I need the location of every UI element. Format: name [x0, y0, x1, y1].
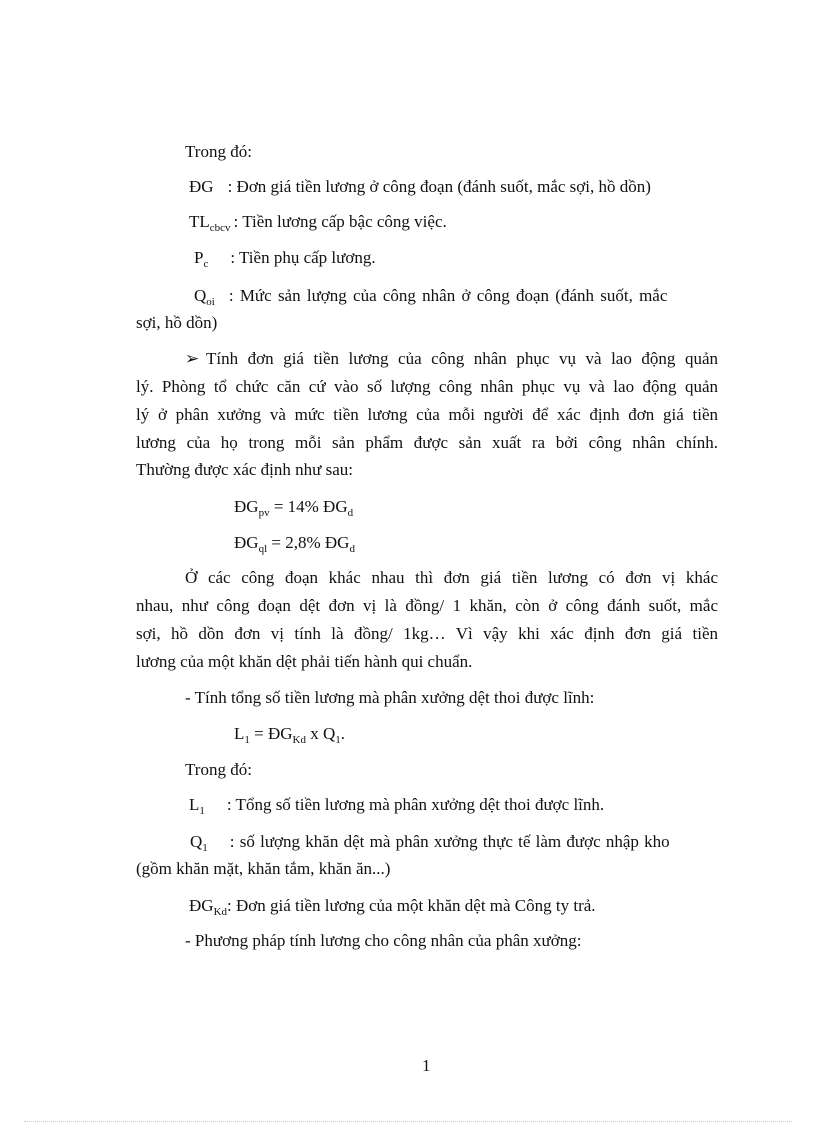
symbol: ĐG	[189, 177, 214, 196]
total-salary-line: - Tính tổng số tiền lương mà phân xưởng dệt thoi được lĩnh:	[185, 688, 595, 707]
page-bottom-divider	[24, 1121, 792, 1122]
definition-qoi	[194, 286, 718, 306]
subscript: c	[203, 258, 209, 270]
subscript: cbcv	[209, 222, 231, 234]
definition-text: : Tiền lương cấp bậc công việc.	[233, 212, 447, 231]
para1-line4: lương của họ trong mỗi sản phẩm được sản xuất ra bởi công nhân chính.	[136, 433, 718, 452]
para2-line4: lương của một khăn dệt phải tiến hành qui chuẩn.	[136, 652, 473, 671]
definition-text: : Tiền phụ cấp lương.	[230, 248, 376, 267]
para1-line3: lý ở phân xưởng và mức tiền lương của mỗi người để xác định đơn giá tiền	[136, 405, 718, 424]
subscript: oi	[206, 296, 215, 308]
para1-line1: Tính đơn giá tiền lương của công nhân phục vụ và lao động quản	[206, 349, 718, 368]
definition-l1: $L_1$ : Tổng số tiền lương mà phân xưởng dệt thoi được lĩnh.	[189, 795, 605, 817]
definition-tl	[189, 212, 447, 232]
formula-dgql: $ĐG_{ql} = 2,8\%$ $ĐG_d$	[234, 533, 355, 555]
method-line: - Phương pháp tính lương cho công nhân của phân xưởng:	[185, 931, 582, 950]
symbol: P	[194, 248, 204, 267]
definition-q1: $Q_1$ : số lượng khăn dệt mà phân xưởng thực tế làm được nhập kho	[190, 832, 670, 854]
heading-trong-do: Trong đó:	[185, 142, 252, 161]
definition-text: : Đơn giá tiền lương ở công đoạn (đánh suốt, mắc sợi, hồ dồn)	[227, 177, 651, 196]
bullet-arrow: ➢	[185, 349, 200, 368]
definition-dg	[189, 177, 651, 197]
definition-pc	[194, 248, 376, 268]
para1-line2: lý. Phòng tổ chức căn cứ vào số lượng công nhân phục vụ và lao động quản	[136, 377, 718, 396]
definition-qoi-continuation: sợi, hồ dồn)	[136, 313, 218, 332]
formula-l1: $L_1$ = $ĐG_{Kd}$ x $Q_1$.	[234, 724, 346, 746]
symbol: TL	[189, 212, 210, 231]
para2-line1: Ở các công đoạn khác nhau thì đơn giá tiền lương có đơn vị khác	[185, 568, 718, 587]
definition-dgkd: $ĐG_{Kd}$: Đơn giá tiền lương của một khăn dệt mà Công ty trả.	[189, 896, 596, 918]
symbol: Q	[194, 286, 207, 305]
definition-text: : Mức sản lượng của công nhân ở công đoạn (đánh suốt, mắc	[228, 286, 668, 305]
heading-trong-do-2: Trong đó:	[185, 760, 252, 779]
para1-line5: Thường được xác định như sau:	[136, 460, 353, 479]
page-number: 1	[422, 1056, 431, 1075]
para2-line3: sợi, hồ dồn đơn vị tính là đồng/ 1kg… Vì vậy khi xác định đơn giá tiền	[136, 624, 718, 643]
definition-q1-continuation: (gồm khăn mặt, khăn tắm, khăn ăn...)	[136, 859, 391, 878]
para2-line2: nhau, như công đoạn dệt đơn vị là đồng/ 1 khăn, còn ở công đánh suốt, mắc	[136, 596, 718, 615]
formula-dgpv: $ĐG_{pv} = 14\%$ $ĐG_d$	[234, 497, 354, 519]
